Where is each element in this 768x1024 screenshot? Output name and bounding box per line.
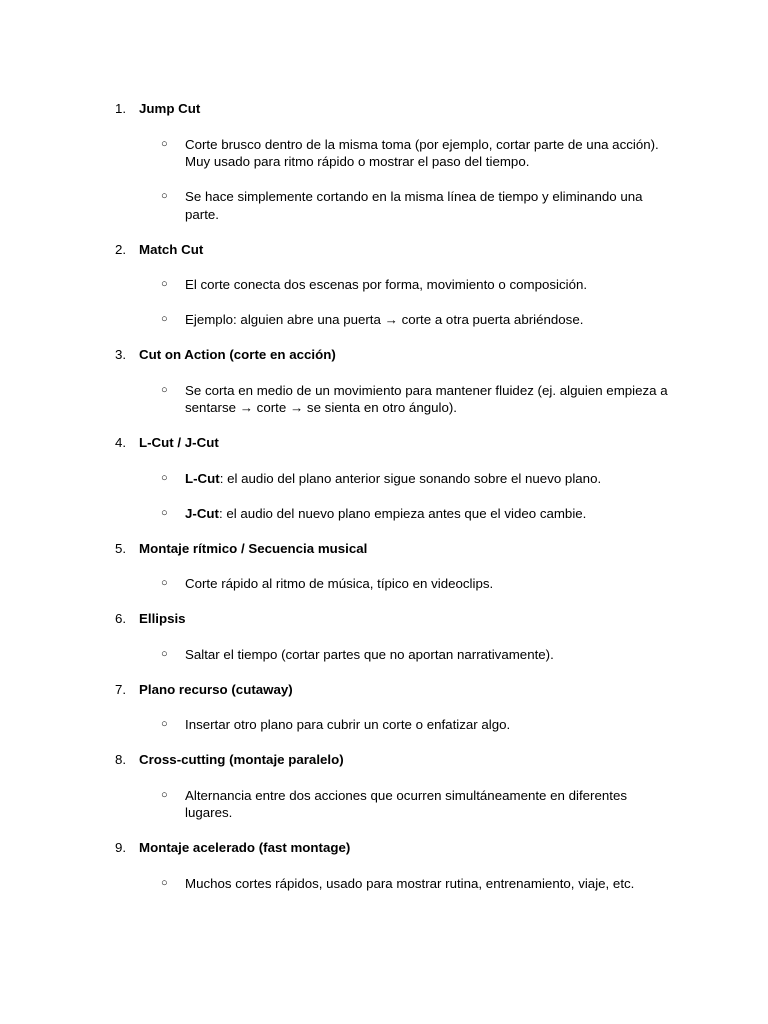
sub-bullet-text: : el audio del nuevo plano empieza antes que el video cambie. xyxy=(218,505,587,521)
sub-bullet-item xyxy=(0,136,675,171)
hollow-circle-bullet-icon: ○ xyxy=(161,647,168,660)
list-item-title: L-Cut / J-Cut xyxy=(139,435,219,450)
list-item-title: Cross-cutting (montaje paralelo) xyxy=(139,752,344,767)
hollow-circle-bullet-icon: ○ xyxy=(161,788,168,801)
sub-bullet-text: Insertar otro plano para cubrir un corte o enfatizar algo. xyxy=(185,717,511,732)
sub-bullet-item xyxy=(0,505,675,523)
list-item xyxy=(0,610,768,628)
hollow-circle-bullet-icon: ○ xyxy=(161,137,168,150)
sub-bullet-item xyxy=(0,875,675,893)
sub-bullet-text: Corte brusco dentro de la misma toma (por ejemplo, cortar parte de una acción). Muy usado para ritmo rápido o mostrar el paso del tiempo. xyxy=(185,136,659,169)
list-item-number: 5. xyxy=(115,540,127,556)
sub-bullet-text: Se hace simplemente cortando en la misma línea de tiempo y eliminando una parte. xyxy=(185,189,643,222)
hollow-circle-bullet-icon: ○ xyxy=(161,278,168,290)
list-item-number: 6. xyxy=(115,611,127,626)
numbered-list xyxy=(0,100,768,910)
sub-bullet-text: Alternancia entre dos acciones que ocurren simultáneamente en diferentes lugares. xyxy=(185,787,628,820)
sub-bullet-text: : el audio del plano anterior sigue sonando sobre el nuevo plano. xyxy=(219,470,602,486)
list-item xyxy=(0,540,768,558)
sub-bullet-item xyxy=(0,787,675,822)
hollow-circle-bullet-icon: ○ xyxy=(161,471,168,484)
list-item-title: Cut on Action (corte en acción) xyxy=(139,347,336,362)
list-item-title: Ellipsis xyxy=(139,611,186,626)
list-item-number: 2. xyxy=(115,241,127,257)
hollow-circle-bullet-icon: ○ xyxy=(161,383,168,396)
list-item-number: 7. xyxy=(115,681,127,697)
list-item-title: Plano recurso (cutaway) xyxy=(139,681,293,697)
sub-bullet-text: Muchos cortes rápidos, usado para mostrar rutina, entrenamiento, viaje, etc. xyxy=(185,875,635,891)
list-item-number: 4. xyxy=(115,435,127,450)
hollow-circle-bullet-icon: ○ xyxy=(161,577,168,589)
sub-bullet-item xyxy=(0,188,675,223)
sub-bullet-text: Ejemplo: alguien abre una puerta → corte a otra puerta abriéndose. xyxy=(185,312,584,327)
list-item xyxy=(0,839,768,857)
hollow-circle-bullet-icon: ○ xyxy=(161,718,168,730)
list-item xyxy=(0,434,768,452)
hollow-circle-bullet-icon: ○ xyxy=(161,313,168,325)
sub-bullet-text: Saltar el tiempo (cortar partes que no aportan narrativamente). xyxy=(185,646,554,662)
list-item xyxy=(0,681,768,699)
list-item-number: 9. xyxy=(115,840,127,855)
sub-bullet-term: L-Cut xyxy=(185,470,220,486)
list-item-title: Jump Cut xyxy=(139,101,201,116)
list-item-number: 1. xyxy=(115,101,127,116)
hollow-circle-bullet-icon: ○ xyxy=(161,506,168,519)
sub-bullet-item xyxy=(0,716,675,734)
hollow-circle-bullet-icon: ○ xyxy=(161,876,168,889)
sub-bullet-item xyxy=(0,382,675,417)
sub-bullet-item xyxy=(0,311,675,329)
hollow-circle-bullet-icon: ○ xyxy=(161,190,168,202)
sub-bullet-item xyxy=(0,470,675,488)
sub-bullet-item xyxy=(0,646,675,664)
sub-bullet-item xyxy=(0,575,675,593)
list-item xyxy=(0,241,768,259)
sub-bullet-item xyxy=(0,276,675,294)
sub-bullet-text: El corte conecta dos escenas por forma, movimiento o composición. xyxy=(185,277,588,292)
sub-bullet-text: Corte rápido al ritmo de música, típico en videoclips. xyxy=(185,576,494,591)
list-item xyxy=(0,751,768,769)
sub-bullet-term: J-Cut xyxy=(185,505,219,521)
list-item-title: Montaje rítmico / Secuencia musical xyxy=(139,540,368,556)
list-item-title: Montaje acelerado (fast montage) xyxy=(139,840,351,855)
sub-bullet-text: Se corta en medio de un movimiento para mantener fluidez (ej. alguien empieza a sentarse → corte → se sienta en otro ángulo). xyxy=(185,382,668,415)
list-item-number: 8. xyxy=(115,752,127,767)
list-item xyxy=(0,346,768,364)
list-item-number: 3. xyxy=(115,347,127,362)
list-item xyxy=(0,100,768,118)
list-item-title: Match Cut xyxy=(139,241,204,257)
